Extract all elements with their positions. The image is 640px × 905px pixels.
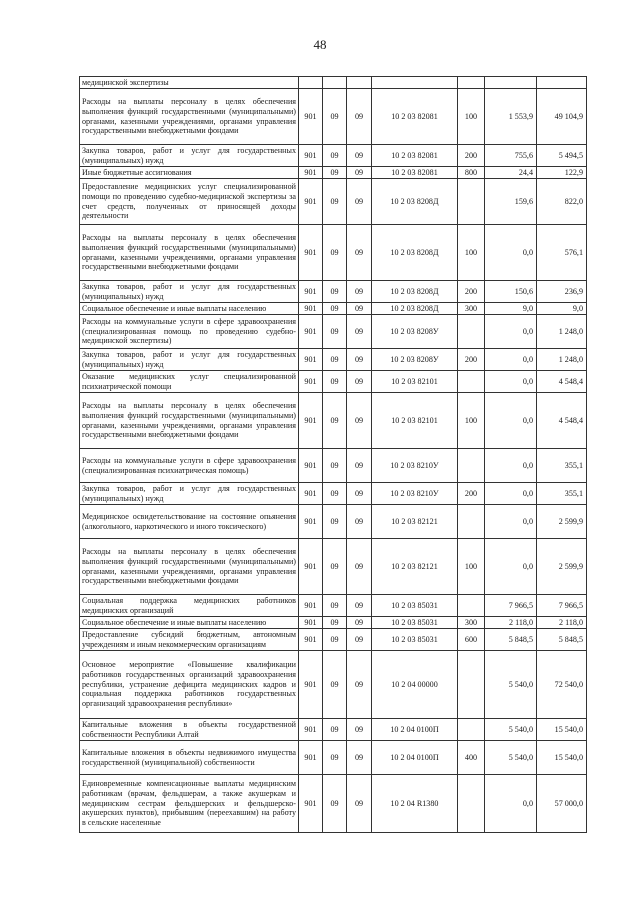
row-target-article-code: 10 2 03 8210У [372,483,458,505]
row-expense-type-code: 400 [458,741,485,775]
row-section-code: 09 [323,349,347,371]
row-amount-1: 150,6 [485,281,537,303]
row-ministry-code: 901 [299,449,323,483]
row-ministry-code: 901 [299,281,323,303]
row-section-code: 09 [323,371,347,393]
row-amount-2: 2 118,0 [537,617,587,629]
row-amount-1: 0,0 [485,539,537,595]
row-section-code: 09 [323,315,347,349]
row-ministry-code: 901 [299,775,323,833]
row-expense-type-code [458,179,485,225]
row-subsection-code: 09 [347,89,372,145]
row-amount-2: 1 248,0 [537,315,587,349]
row-target-article-code: 10 2 03 82101 [372,371,458,393]
row-section-code: 09 [323,629,347,651]
row-section-code: 09 [323,303,347,315]
row-expense-type-code [458,371,485,393]
row-description: Иные бюджетные ассигнования [80,167,299,179]
row-section-code: 09 [323,179,347,225]
row-subsection-code: 09 [347,145,372,167]
row-amount-1 [485,77,537,89]
row-description: Расходы на коммунальные услуги в сфере здравоохранения (специализированная помощь по проведению судебно-медицинской экспертизы) [80,315,299,349]
row-amount-2: 9,0 [537,303,587,315]
row-ministry-code: 901 [299,719,323,741]
table-row [80,539,587,595]
row-description: Закупка товаров, работ и услуг для государственных (муниципальных) нужд [80,145,299,167]
row-description: Основное мероприятие «Повышение квалификации работников государственных организаций здравоохранения республики, устранение дефицита медицинских кадров и социальная поддержка работников государственных организаций здравоохранения республики» [80,651,299,719]
row-amount-1: 0,0 [485,505,537,539]
row-expense-type-code: 100 [458,225,485,281]
row-section-code: 09 [323,651,347,719]
row-amount-2: 15 540,0 [537,741,587,775]
row-amount-1: 159,6 [485,179,537,225]
row-subsection-code: 09 [347,179,372,225]
row-target-article-code: 10 2 03 8208Д [372,281,458,303]
table-row [80,505,587,539]
row-target-article-code: 10 2 03 82101 [372,393,458,449]
row-target-article-code: 10 2 03 82081 [372,145,458,167]
row-amount-2: 57 000,0 [537,775,587,833]
row-subsection-code: 09 [347,595,372,617]
row-ministry-code: 901 [299,349,323,371]
row-amount-1: 1 553,9 [485,89,537,145]
row-section-code: 09 [323,167,347,179]
row-expense-type-code [458,651,485,719]
row-ministry-code: 901 [299,315,323,349]
row-amount-2: 4 548,4 [537,393,587,449]
row-section-code: 09 [323,483,347,505]
row-amount-2: 355,1 [537,449,587,483]
row-amount-1: 0,0 [485,371,537,393]
row-amount-1: 9,0 [485,303,537,315]
table-row [80,145,587,167]
row-amount-1: 5 540,0 [485,741,537,775]
table-row [80,393,587,449]
table-row [80,629,587,651]
row-ministry-code: 901 [299,179,323,225]
row-amount-1: 755,6 [485,145,537,167]
row-ministry-code: 901 [299,303,323,315]
row-subsection-code: 09 [347,629,372,651]
table-row [80,179,587,225]
row-subsection-code: 09 [347,349,372,371]
row-amount-2: 72 540,0 [537,651,587,719]
row-target-article-code: 10 2 03 85031 [372,629,458,651]
row-expense-type-code: 200 [458,483,485,505]
row-target-article-code: 10 2 03 8208Д [372,303,458,315]
row-description: Закупка товаров, работ и услуг для государственных (муниципальных) нужд [80,483,299,505]
row-target-article-code: 10 2 03 82121 [372,539,458,595]
row-expense-type-code [458,449,485,483]
row-subsection-code: 09 [347,449,372,483]
row-expense-type-code: 300 [458,303,485,315]
row-amount-2: 355,1 [537,483,587,505]
row-amount-2: 5 494,5 [537,145,587,167]
table-row [80,719,587,741]
row-target-article-code: 10 2 03 82081 [372,167,458,179]
row-expense-type-code: 200 [458,349,485,371]
row-amount-1: 0,0 [485,483,537,505]
row-subsection-code: 09 [347,505,372,539]
page-number: 48 [313,37,327,52]
row-expense-type-code [458,595,485,617]
row-description: Расходы на выплаты персоналу в целях обеспечения выполнения функций государственными (муниципальными) органами, казенными учреждениями, органами управления государственными внебюджетными фондами [80,225,299,281]
row-amount-2: 822,0 [537,179,587,225]
row-target-article-code: 10 2 03 82081 [372,89,458,145]
table-row [80,89,587,145]
row-ministry-code: 901 [299,167,323,179]
row-amount-1: 2 118,0 [485,617,537,629]
row-amount-2 [537,77,587,89]
row-amount-1: 0,0 [485,315,537,349]
row-target-article-code: 10 2 03 8210У [372,449,458,483]
row-subsection-code: 09 [347,539,372,595]
row-amount-1: 5 848,5 [485,629,537,651]
row-target-article-code: 10 2 03 85031 [372,617,458,629]
row-expense-type-code: 200 [458,281,485,303]
row-description: Расходы на выплаты персоналу в целях обеспечения выполнения функций государственными (муниципальными) органами, казенными учреждениями, органами управления государственными внебюджетными фондами [80,539,299,595]
row-target-article-code: 10 2 04 0100П [372,719,458,741]
row-expense-type-code: 200 [458,145,485,167]
table-row [80,167,587,179]
row-subsection-code: 09 [347,225,372,281]
row-subsection-code: 09 [347,483,372,505]
row-subsection-code: 09 [347,281,372,303]
table-row [80,225,587,281]
row-target-article-code: 10 2 03 8208У [372,349,458,371]
row-section-code: 09 [323,145,347,167]
row-expense-type-code: 100 [458,393,485,449]
row-subsection-code: 09 [347,371,372,393]
row-description: Предоставление медицинских услуг специализированной помощи по проведению судебно-медицинской экспертизы за счет средств, полученных от приносящей доходы деятельности [80,179,299,225]
row-amount-2: 15 540,0 [537,719,587,741]
row-description: Капитальные вложения в объекты недвижимого имущества государственной (муниципальной) собственности [80,741,299,775]
row-amount-1: 7 966,5 [485,595,537,617]
row-target-article-code: 10 2 03 85031 [372,595,458,617]
row-expense-type-code [458,315,485,349]
row-subsection-code: 09 [347,617,372,629]
row-amount-1: 0,0 [485,393,537,449]
row-amount-2: 1 248,0 [537,349,587,371]
row-section-code: 09 [323,617,347,629]
row-description: Социальное обеспечение и иные выплаты населению [80,303,299,315]
row-description: Расходы на выплаты персоналу в целях обеспечения выполнения функций государственными (муниципальными) органами, казенными учреждениями, органами управления государственными внебюджетными фондами [80,89,299,145]
row-description: Расходы на выплаты персоналу в целях обеспечения выполнения функций государственными (муниципальными) органами, казенными учреждениями, органами управления государственными внебюджетными фондами [80,393,299,449]
row-section-code: 09 [323,449,347,483]
table-row [80,303,587,315]
row-ministry-code: 901 [299,145,323,167]
row-amount-2: 576,1 [537,225,587,281]
row-ministry-code: 901 [299,629,323,651]
row-section-code: 09 [323,719,347,741]
row-amount-1: 0,0 [485,449,537,483]
row-amount-1: 5 540,0 [485,719,537,741]
row-target-article-code: 10 2 03 8208Д [372,179,458,225]
table-row [80,315,587,349]
row-amount-1: 5 540,0 [485,651,537,719]
row-subsection-code: 09 [347,719,372,741]
row-subsection-code: 09 [347,167,372,179]
row-amount-2: 49 104,9 [537,89,587,145]
row-description: Расходы на коммунальные услуги в сфере здравоохранения (специализированная психиатрическая помощь) [80,449,299,483]
row-description: Медицинское освидетельствование на состояние опьянения (алкогольного, наркотического и иного токсического) [80,505,299,539]
row-amount-2: 5 848,5 [537,629,587,651]
table-row [80,281,587,303]
row-section-code: 09 [323,595,347,617]
row-ministry-code: 901 [299,393,323,449]
row-expense-type-code: 100 [458,89,485,145]
row-expense-type-code: 600 [458,629,485,651]
row-amount-1: 24,4 [485,167,537,179]
row-subsection-code [347,77,372,89]
row-amount-1: 0,0 [485,349,537,371]
table-row [80,371,587,393]
row-amount-2: 236,9 [537,281,587,303]
row-description: Закупка товаров, работ и услуг для государственных (муниципальных) нужд [80,349,299,371]
table-row [80,617,587,629]
row-expense-type-code [458,775,485,833]
row-target-article-code: 10 2 04 R1380 [372,775,458,833]
row-section-code: 09 [323,741,347,775]
row-target-article-code: 10 2 04 0100П [372,741,458,775]
row-section-code: 09 [323,89,347,145]
row-ministry-code: 901 [299,371,323,393]
table-body [80,77,587,833]
row-description: медицинской экспертизы [80,77,299,89]
row-ministry-code: 901 [299,89,323,145]
row-section-code: 09 [323,505,347,539]
row-target-article-code: 10 2 03 8208Д [372,225,458,281]
table-row [80,483,587,505]
row-expense-type-code [458,505,485,539]
row-expense-type-code: 300 [458,617,485,629]
table-row [80,775,587,833]
row-section-code: 09 [323,539,347,595]
row-ministry-code [299,77,323,89]
row-description: Социальная поддержка медицинских работников медицинских организаций [80,595,299,617]
row-ministry-code: 901 [299,483,323,505]
row-amount-2: 7 966,5 [537,595,587,617]
row-target-article-code: 10 2 04 00000 [372,651,458,719]
budget-table [79,76,587,833]
row-amount-1: 0,0 [485,225,537,281]
row-subsection-code: 09 [347,651,372,719]
row-section-code: 09 [323,281,347,303]
table-row [80,77,587,89]
row-description: Социальное обеспечение и иные выплаты населению [80,617,299,629]
row-description: Капитальные вложения в объекты государственной собственности Республики Алтай [80,719,299,741]
row-amount-1: 0,0 [485,775,537,833]
row-ministry-code: 901 [299,741,323,775]
row-expense-type-code [458,77,485,89]
row-section-code: 09 [323,775,347,833]
row-amount-2: 4 548,4 [537,371,587,393]
row-section-code: 09 [323,225,347,281]
row-expense-type-code: 800 [458,167,485,179]
row-ministry-code: 901 [299,225,323,281]
table-row [80,449,587,483]
row-ministry-code: 901 [299,651,323,719]
row-description: Оказание медицинских услуг специализированной психиатрической помощи [80,371,299,393]
row-target-article-code: 10 2 03 82121 [372,505,458,539]
row-subsection-code: 09 [347,303,372,315]
table-row [80,349,587,371]
row-ministry-code: 901 [299,539,323,595]
row-ministry-code: 901 [299,505,323,539]
row-expense-type-code [458,719,485,741]
row-subsection-code: 09 [347,393,372,449]
row-amount-2: 2 599,9 [537,539,587,595]
row-target-article-code [372,77,458,89]
table-row [80,741,587,775]
row-section-code: 09 [323,393,347,449]
row-amount-2: 2 599,9 [537,505,587,539]
row-subsection-code: 09 [347,315,372,349]
table-row [80,595,587,617]
row-description: Предоставление субсидий бюджетным, автономным учреждениям и иным некоммерческим организациям [80,629,299,651]
row-section-code [323,77,347,89]
row-description: Единовременные компенсационные выплаты медицинским работникам (врачам, фельдшерам, а также акушеркам и медицинским сестрам фельдшерских и фельдшерско-акушерских пунктов), прибывшим (переехавшим) на работу в сельские населенные [80,775,299,833]
row-amount-2: 122,9 [537,167,587,179]
row-expense-type-code: 100 [458,539,485,595]
row-description: Закупка товаров, работ и услуг для государственных (муниципальных) нужд [80,281,299,303]
row-ministry-code: 901 [299,617,323,629]
row-target-article-code: 10 2 03 8208У [372,315,458,349]
table-row [80,651,587,719]
row-subsection-code: 09 [347,741,372,775]
row-subsection-code: 09 [347,775,372,833]
row-ministry-code: 901 [299,595,323,617]
